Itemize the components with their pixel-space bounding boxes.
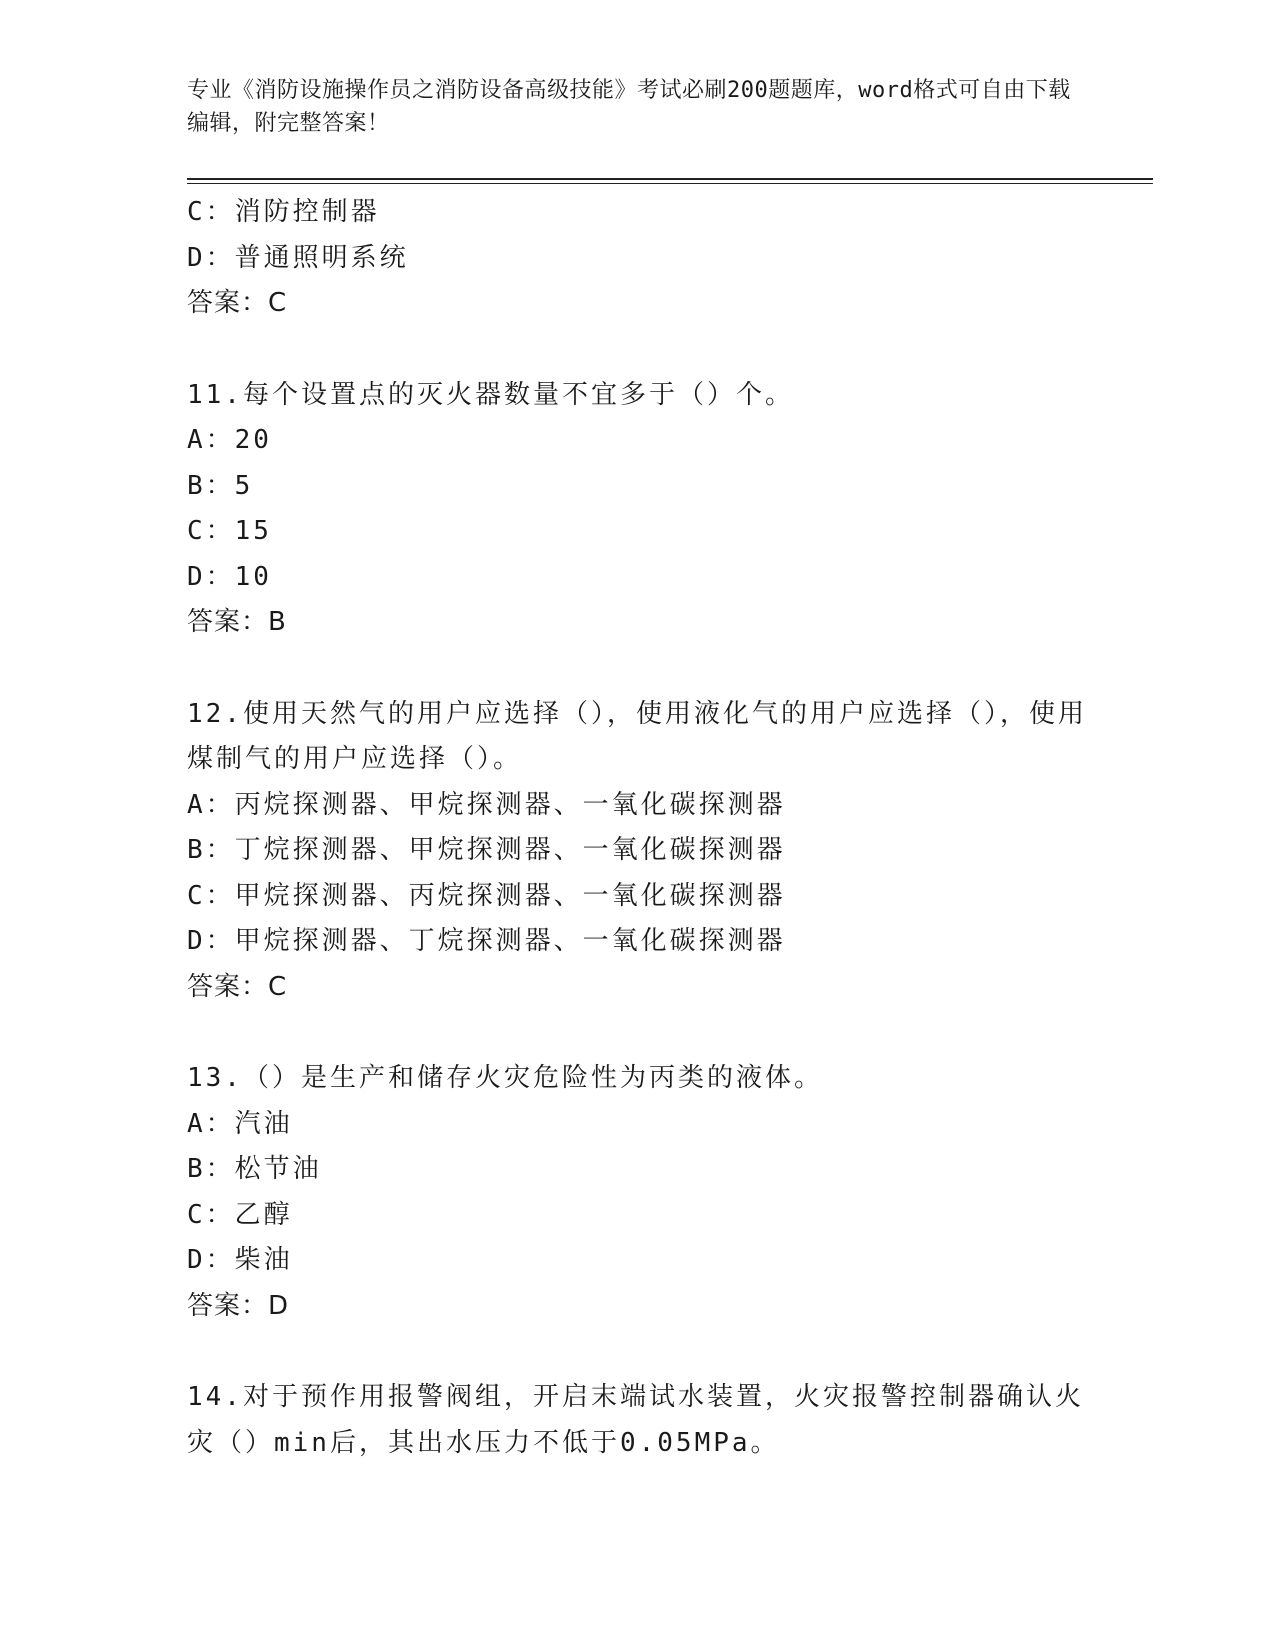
answer: 答案：B (187, 607, 287, 637)
question-block-11 (187, 373, 1087, 646)
question-block-14 (187, 1375, 1087, 1466)
option-d: D：10 (187, 561, 272, 592)
option-c: C：乙醇 (187, 1199, 293, 1230)
spacer (187, 1010, 1087, 1056)
question-text: 13.（）是生产和储存火灾危险性为丙类的液体。 (187, 1063, 823, 1093)
question-text: 11.每个设置点的灭火器数量不宜多于（）个。 (187, 379, 794, 410)
header-rule-thin (187, 183, 1153, 184)
spacer (187, 327, 1087, 373)
option-b: B：松节油 (187, 1154, 322, 1184)
question-block-13 (187, 1056, 1087, 1329)
option-c: C：消防控制器 (187, 197, 380, 227)
answer: 答案：C (187, 971, 288, 1002)
document-header: 专业《消防设施操作员之消防设备高级技能》考试必刷200题题库，word格式可自由下载编辑，附完整答案！ (187, 78, 1071, 136)
header-rule-thick (187, 178, 1153, 180)
question-text: 12.使用天然气的用户应选择（），使用液化气的用户应选择（），使用煤制气的用户应选择（）。 (187, 698, 1087, 774)
question-block-12 (187, 692, 1087, 1011)
option-d: D：柴油 (187, 1245, 293, 1275)
spacer (187, 1329, 1087, 1375)
spacer (187, 646, 1087, 692)
option-c: C：甲烷探测器、丙烷探测器、一氧化碳探测器 (187, 880, 786, 911)
answer: 答案：C (187, 288, 288, 318)
option-c: C：15 (187, 516, 272, 546)
option-a: A：丙烷探测器、甲烷探测器、一氧化碳探测器 (187, 789, 786, 820)
question-list (187, 190, 1087, 1466)
answer: 答案：D (187, 1290, 290, 1321)
option-a: A：汽油 (187, 1108, 293, 1139)
option-d: D：甲烷探测器、丁烷探测器、一氧化碳探测器 (187, 926, 786, 956)
question-text: 14.对于预作用报警阀组，开启末端试水装置，火灾报警控制器确认火灾（）min后，其出水压力不低于0.05MPa。 (187, 1382, 1084, 1458)
option-b: B：丁烷探测器、甲烷探测器、一氧化碳探测器 (187, 835, 786, 865)
option-b: B：5 (187, 470, 254, 501)
option-a: A：20 (187, 425, 272, 455)
option-d: D：普通照明系统 (187, 242, 409, 273)
question-block-10-tail (187, 190, 1087, 327)
